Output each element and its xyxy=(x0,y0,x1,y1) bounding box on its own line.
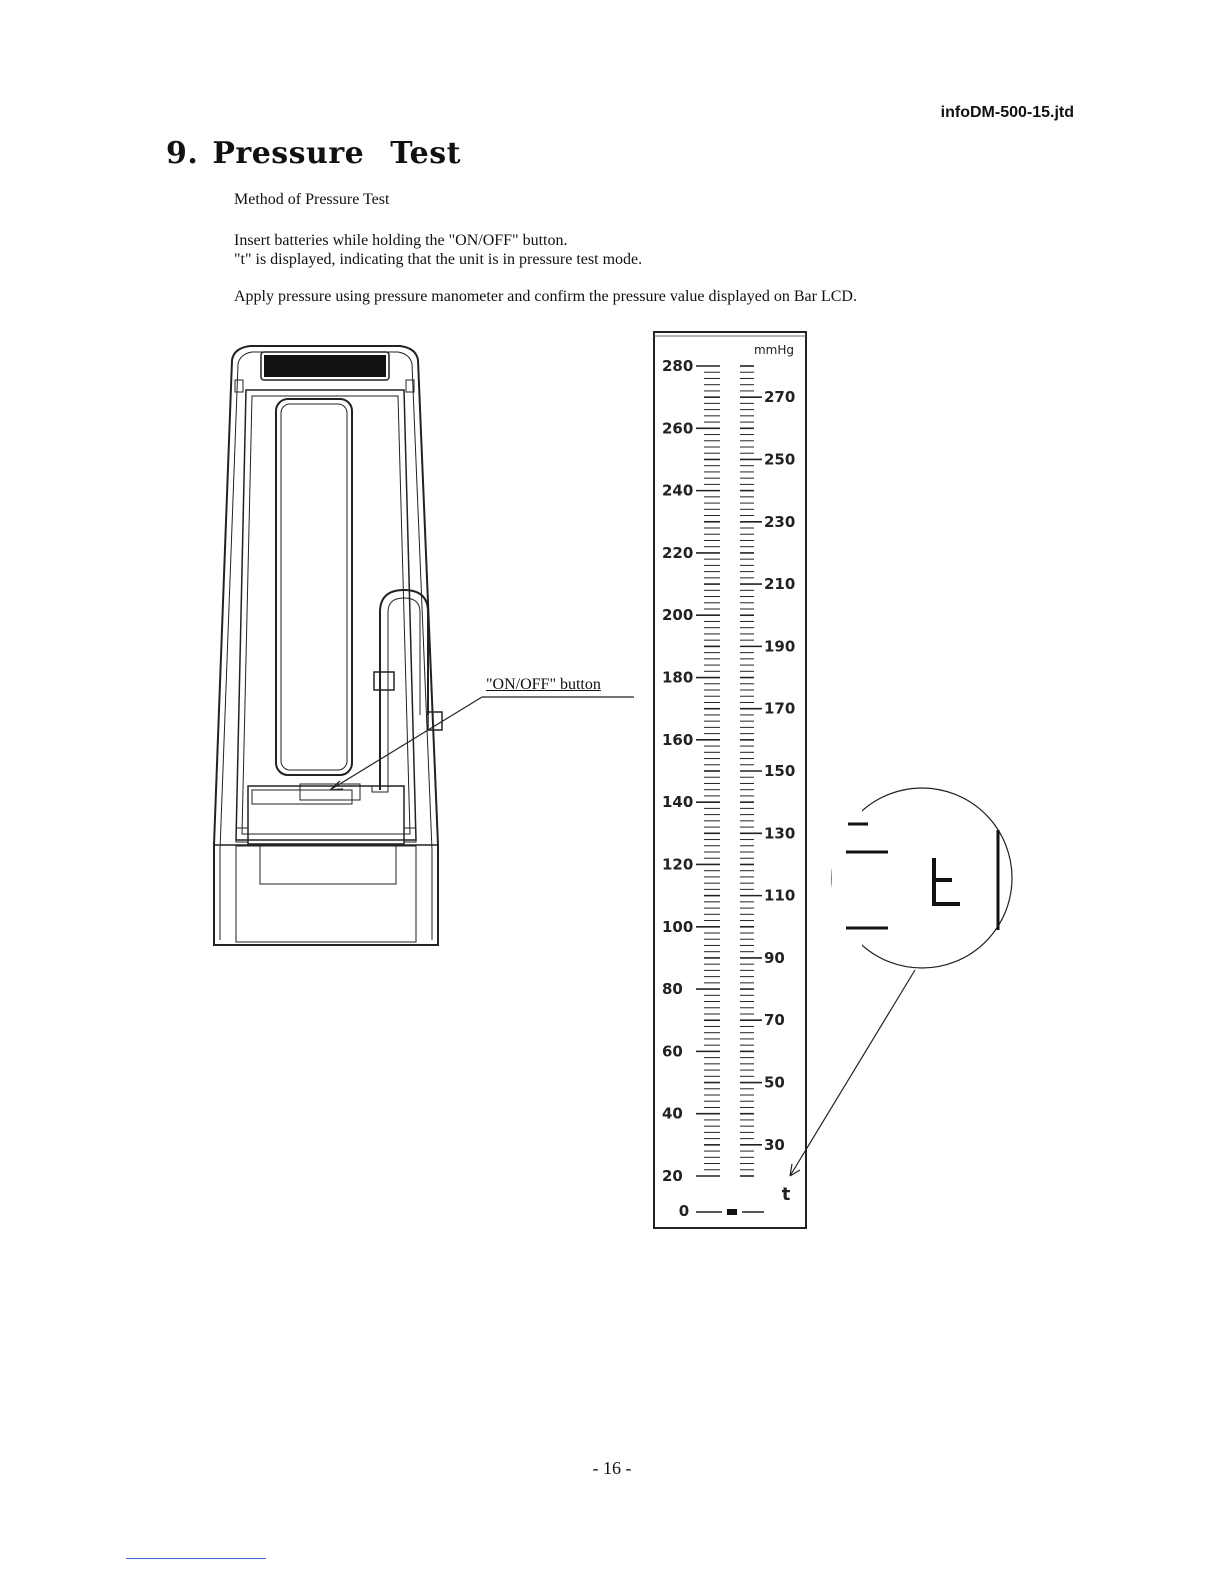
gauge-unit-label: mmHg xyxy=(753,343,795,357)
instruction-line-1: Insert batteries while holding the "ON/OFF" button. xyxy=(234,232,568,249)
gauge-left-label: 40 xyxy=(662,1104,683,1123)
document-reference: infoDM-500-15.jtd xyxy=(940,104,1074,121)
gauge-right-label: 110 xyxy=(764,886,796,905)
gauge-left-label: 220 xyxy=(662,543,694,562)
gauge-left-label: 260 xyxy=(662,419,694,438)
gauge-left-label: 280 xyxy=(662,357,694,375)
page-number: - 16 - xyxy=(592,1458,632,1478)
gauge-right-label: 150 xyxy=(764,762,796,780)
gauge-left-label: 240 xyxy=(662,481,694,500)
gauge-right-label: 90 xyxy=(764,948,785,967)
instruction-line-3: Apply pressure using pressure manometer and confirm the pressure value displayed on Bar LCD. xyxy=(234,288,857,305)
gauge-left-label: 20 xyxy=(662,1167,683,1185)
footer-rule xyxy=(126,1558,266,1559)
gauge-right-label: 230 xyxy=(764,512,796,531)
gauge-right-label: 170 xyxy=(764,699,796,718)
gauge-right-label: 130 xyxy=(764,824,796,843)
on-off-button-callout: "ON/OFF" button xyxy=(486,676,601,693)
gauge-left-label: 200 xyxy=(662,606,694,625)
gauge-left-label: 180 xyxy=(662,668,694,687)
gauge-right-label: 250 xyxy=(764,450,796,469)
gauge-left-label: 140 xyxy=(662,793,694,812)
gauge-left-label: 80 xyxy=(662,980,683,999)
gauge-right-label: 70 xyxy=(764,1011,785,1030)
gauge-right-label: 50 xyxy=(764,1073,785,1092)
gauge-right-label: 270 xyxy=(764,388,796,407)
section-title-word-2: Test xyxy=(390,136,461,171)
gauge-left-label: 100 xyxy=(662,917,694,936)
gauge-t-symbol: t xyxy=(781,1184,791,1205)
gauge-left-label: 60 xyxy=(662,1042,683,1061)
gauge-left-label: 120 xyxy=(662,855,694,874)
gauge-right-label: 190 xyxy=(764,637,796,656)
section-number: 9. xyxy=(166,136,199,171)
gauge-left-label: 160 xyxy=(662,730,694,749)
gauge-right-label: 210 xyxy=(764,575,796,594)
instruction-line-2: "t" is displayed, indicating that the unit is in pressure test mode. xyxy=(234,251,643,268)
gauge-zero-label: 0 xyxy=(678,1202,690,1220)
subheading: Method of Pressure Test xyxy=(234,191,390,208)
gauge-right-label: 30 xyxy=(764,1135,785,1154)
section-title-word-1: Pressure xyxy=(212,136,365,171)
